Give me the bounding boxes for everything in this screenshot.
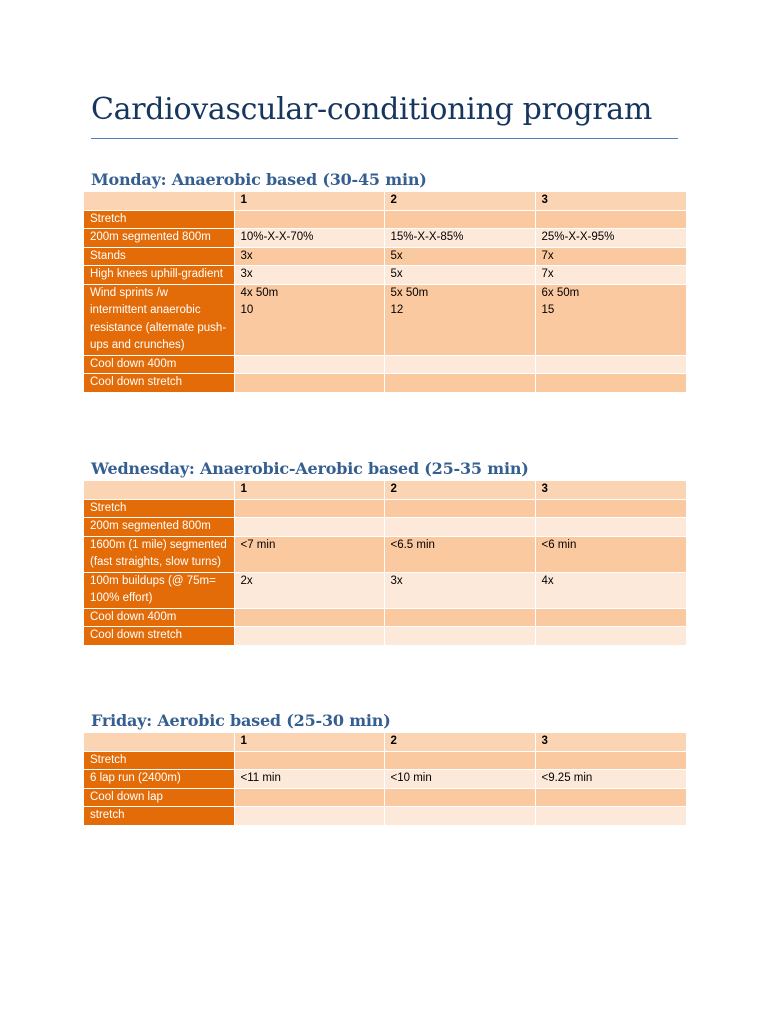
row-label: 200m segmented 800m <box>84 518 234 537</box>
level-3-cell <box>535 518 686 537</box>
row-label: Cool down stretch <box>84 374 234 393</box>
table-row <box>84 788 686 807</box>
level-1-cell: <11 min <box>234 770 384 789</box>
level-2-cell <box>384 284 535 355</box>
level-1-header: 1 <box>234 733 384 751</box>
section-heading: Monday: Anaerobic based (30-45 min) <box>91 170 427 189</box>
level-1-cell: 3x <box>234 266 384 285</box>
table-row <box>84 210 686 229</box>
cell-line: 4x 50m <box>240 286 279 299</box>
section-heading: Friday: Aerobic based (25-30 min) <box>91 711 391 730</box>
table-row <box>84 229 686 248</box>
table-row <box>84 355 686 374</box>
level-2-cell <box>384 788 535 807</box>
level-1-cell <box>234 518 384 537</box>
level-2-cell: 5x <box>384 247 535 266</box>
table-header-row <box>84 481 686 499</box>
row-label: stretch <box>84 807 234 826</box>
level-3-cell: 7x <box>535 266 686 285</box>
row-label: Cool down lap <box>84 788 234 807</box>
friday-schedule-table <box>84 733 686 826</box>
level-3-cell: 7x <box>535 247 686 266</box>
level-2-cell <box>384 751 535 770</box>
cell-line: 5x 50m <box>390 286 429 299</box>
level-3-cell: <9.25 min <box>535 770 686 789</box>
section-heading: Wednesday: Anaerobic-Aerobic based (25-35 min) <box>91 459 529 478</box>
cell-line: 6x 50m <box>541 286 580 299</box>
level-1-header: 1 <box>234 481 384 499</box>
level-3-cell <box>535 499 686 518</box>
level-1-cell: 10%-X-X-70% <box>234 229 384 248</box>
level-3-cell <box>535 374 686 393</box>
table-row <box>84 284 686 355</box>
friday-section <box>84 709 686 826</box>
row-label: 100m buildups (@ 75m= 100% effort) <box>84 572 234 608</box>
level-3-header: 3 <box>535 733 686 751</box>
level-1-cell <box>234 751 384 770</box>
row-label: 6 lap run (2400m) <box>84 770 234 789</box>
level-2-header: 2 <box>384 733 535 751</box>
table-row <box>84 247 686 266</box>
level-2-cell: 3x <box>384 572 535 608</box>
table-row <box>84 499 686 518</box>
level-2-cell <box>384 374 535 393</box>
levels-label: Levels: <box>84 733 234 751</box>
level-2-cell: 5x <box>384 266 535 285</box>
level-3-cell <box>535 608 686 627</box>
row-label: 200m segmented 800m <box>84 229 234 248</box>
level-2-cell: <10 min <box>384 770 535 789</box>
table-row <box>84 572 686 608</box>
level-1-cell <box>234 374 384 393</box>
level-3-cell <box>535 751 686 770</box>
level-1-cell <box>234 608 384 627</box>
level-1-cell <box>234 499 384 518</box>
level-3-header: 3 <box>535 192 686 210</box>
row-label: Cool down 400m <box>84 355 234 374</box>
level-3-cell <box>535 807 686 826</box>
levels-label: Levels: <box>84 481 234 499</box>
level-3-cell <box>535 788 686 807</box>
table-row <box>84 627 686 646</box>
table-row <box>84 518 686 537</box>
title-underline <box>91 138 678 139</box>
row-label: Wind sprints /w intermittent anaerobic resistance (alternate push-ups and crunches) <box>84 284 234 355</box>
cell-line: 12 <box>390 304 404 316</box>
level-2-cell <box>384 355 535 374</box>
level-1-cell <box>234 627 384 646</box>
monday-schedule-table <box>84 192 686 393</box>
level-2-cell <box>384 499 535 518</box>
level-2-cell <box>384 627 535 646</box>
level-3-cell: <6 min <box>535 536 686 572</box>
level-1-cell <box>234 788 384 807</box>
level-2-cell <box>384 807 535 826</box>
table-row <box>84 374 686 393</box>
cell-line: 15 <box>541 304 555 316</box>
level-3-cell <box>535 627 686 646</box>
row-label: Stretch <box>84 751 234 770</box>
level-3-cell: 25%-X-X-95% <box>535 229 686 248</box>
level-2-cell <box>384 608 535 627</box>
row-label: Stands <box>84 247 234 266</box>
row-label: High knees uphill-gradient <box>84 266 234 285</box>
table-header-row <box>84 733 686 751</box>
row-label: Stretch <box>84 210 234 229</box>
cell-line: 10 <box>240 304 254 316</box>
wednesday-schedule-table <box>84 481 686 646</box>
level-1-cell: 2x <box>234 572 384 608</box>
row-label: 1600m (1 mile) segmented (fast straights, slow turns) <box>84 536 234 572</box>
level-1-cell <box>234 284 384 355</box>
table-row <box>84 751 686 770</box>
level-2-header: 2 <box>384 481 535 499</box>
level-3-cell <box>535 210 686 229</box>
row-label: Cool down stretch <box>84 627 234 646</box>
level-1-cell <box>234 355 384 374</box>
level-2-cell: <6.5 min <box>384 536 535 572</box>
table-row <box>84 536 686 572</box>
level-2-cell: 15%-X-X-85% <box>384 229 535 248</box>
table-row <box>84 807 686 826</box>
level-1-cell <box>234 210 384 229</box>
row-label: Stretch <box>84 499 234 518</box>
level-3-cell <box>535 284 686 355</box>
level-2-header: 2 <box>384 192 535 210</box>
table-row <box>84 770 686 789</box>
row-label: Cool down 400m <box>84 608 234 627</box>
monday-section <box>84 168 686 393</box>
level-3-cell <box>535 355 686 374</box>
level-1-cell <box>234 807 384 826</box>
level-1-cell: <7 min <box>234 536 384 572</box>
table-row <box>84 608 686 627</box>
level-2-cell <box>384 210 535 229</box>
level-1-cell: 3x <box>234 247 384 266</box>
level-2-cell <box>384 518 535 537</box>
table-header-row <box>84 192 686 210</box>
level-1-header: 1 <box>234 192 384 210</box>
level-3-header: 3 <box>535 481 686 499</box>
level-3-cell: 4x <box>535 572 686 608</box>
wednesday-section <box>84 457 686 646</box>
table-row <box>84 266 686 285</box>
page-title: Cardiovascular-conditioning program <box>91 92 653 127</box>
levels-label: Levels: <box>84 192 234 210</box>
